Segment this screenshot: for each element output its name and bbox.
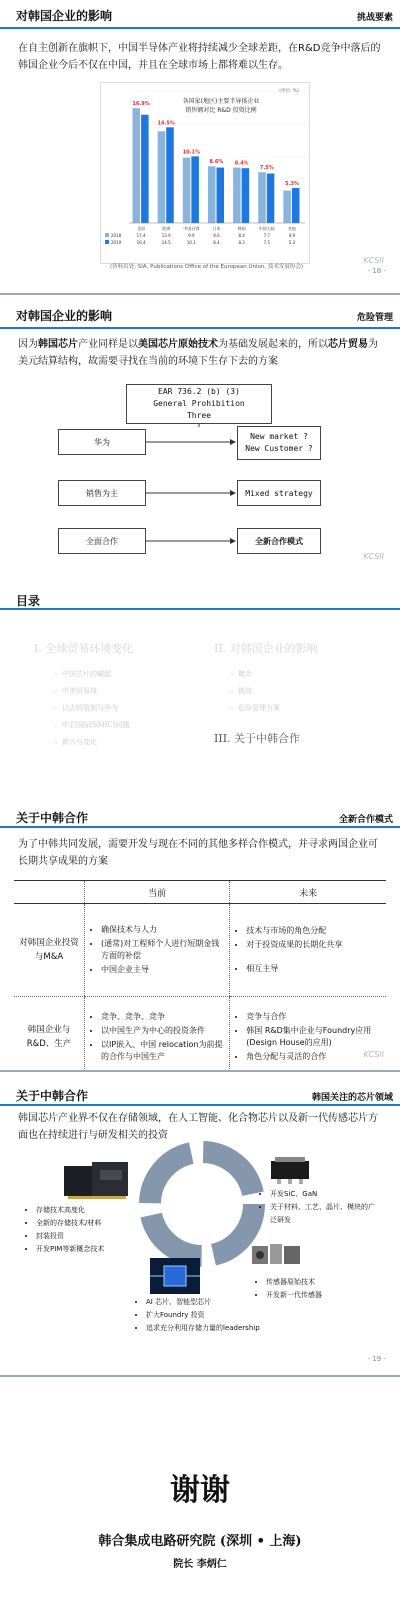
slide-text: 在自主创新在旗帜下，中国半导体产业将持续减少全球差距，在R&D竞争中落后的韩国企业今后不仅在中国，并且在全球市场上都将难以生存。 [18, 43, 381, 71]
chart-data-label: 5.3% [284, 181, 299, 188]
header-rule [0, 826, 400, 828]
ear-rule-box: EAR 736.2 (b) (3) General Prohibition Three [126, 384, 272, 424]
slide-title: 目录 [16, 594, 41, 608]
toc-item: – 概念 [230, 670, 252, 678]
chart-bar [242, 168, 250, 223]
slide-tag: 挑战要素 [356, 13, 393, 23]
slide-text: 为了中韩共同发展，需要开发与现在不同的其他多样合作模式，并寻求两国企业可长期共享成果的方案 [18, 839, 378, 867]
flow-box-new-coop-model: 全新合作模式 [237, 528, 321, 554]
slide-thanks [0, 1385, 400, 1600]
memory-chip-image [62, 1160, 132, 1202]
presenter-name: 院长 李炳仁 [173, 1559, 227, 1570]
toc-item: – 中美贸易战 [54, 687, 97, 695]
chart-table-value: 8.4 [238, 233, 245, 238]
chart-bar [166, 127, 174, 223]
toc-section-3-current: III. 关于中韩合作 [214, 732, 301, 745]
slide-risk-management [0, 300, 400, 590]
organization-name: 韩合集成电路研究院 (深圳 • 上海) [98, 1534, 302, 1549]
chart-legend-swatch [105, 240, 109, 244]
chart-data-label: 14.5% [157, 120, 175, 127]
chart-bar [292, 188, 300, 223]
memory-focus-list: • 存储技术高度化 • 全新的存储技术/材料 • 封装投资 • 开发PIM等新概念技术 [26, 1204, 104, 1256]
slide-header [0, 0, 400, 26]
cell-list: • 技术与市场的角色分配 • 对于投资成果的长期化共享 • 相互主导 [234, 925, 382, 975]
chart-table-value: 8.3 [238, 240, 245, 245]
watermark-logo: KCSII [363, 256, 384, 265]
flow-box-mixed-strategy: Mixed strategy [237, 480, 321, 506]
slide-tag: 全新合作模式 [338, 815, 393, 825]
slide-divider [0, 1375, 400, 1377]
chart-category-label: 欧洲 [162, 226, 171, 231]
chart-table-value: 4.9 [288, 233, 296, 238]
cell-list: • 竞争、竞争、竞争 • 以中国生产为中心的投资条件 • 以IP嵌入、中国 relocation为前提的合作与中国生产 [89, 1011, 225, 1063]
chart-table-value: 8.6 [213, 233, 220, 238]
slide-title: 对韩国企业的影响 [16, 9, 113, 23]
chart-bar [233, 168, 241, 223]
slide-header [0, 1080, 400, 1106]
chart-table-value: 13.9 [161, 233, 171, 238]
ai-chip-focus-list: • AI 芯片、智能型芯片 • 扩大Foundry 投资 • 追求充分利用存储力量的leadership [136, 1296, 260, 1335]
row-label: 对韩国企业投资与M&A [14, 904, 85, 997]
watermark-logo: KCSII [363, 552, 384, 561]
chart-data-label: 7.5% [259, 165, 274, 172]
table-row [14, 904, 386, 997]
chart-bar [141, 115, 149, 223]
chart-bar [158, 131, 166, 223]
toc-section-1: I. 全球贸易环境变化 [34, 642, 134, 655]
slide-new-cooperation-model [0, 802, 400, 1070]
chart-bar [216, 168, 224, 223]
page-number: - 19 - [367, 1355, 386, 1363]
chart-source: (资料出处: SIA, Publications Office of the European Union, 技术发展协会) [110, 264, 304, 270]
toc-item: – 挑战 [230, 687, 252, 695]
chart-table-value: 9.9 [188, 233, 195, 238]
toc-section-2-items [230, 666, 280, 717]
chart-data-label: 8.4% [234, 160, 249, 167]
cell-list: • 确保技术与人力 • (通常)对工程师个人进行短期金钱方面的补偿 • 中国企业主导 [89, 924, 225, 976]
cell-list: • 竞争与合作 • 韩国 R&D集中企业与Foundry应用(Design House的应用) • 角色分配与灵活的合作 [234, 1011, 382, 1063]
slide-header [0, 802, 400, 828]
slide-text: 韩国芯片产业界不仅在存储领域，在人工智能、化合物芯片以及新一代传感芯片方面也在持续进行与研发相关的投资 [18, 1113, 378, 1141]
thanks-heading: 谢谢 [170, 1473, 230, 1508]
chart-legend-label: 2019 [111, 240, 122, 245]
rd-bar-chart [100, 82, 310, 264]
slide-tag: 韩国关注的芯片领域 [311, 1093, 393, 1103]
chart-table-value: 5.3 [288, 240, 296, 245]
chart-bar [133, 108, 141, 223]
toc-item: – 中国芯片的崛起 [54, 670, 111, 678]
slide-rd-investment [0, 0, 400, 293]
header-rule [0, 1104, 400, 1106]
sensor-image [250, 1240, 302, 1268]
table-row [14, 997, 386, 1071]
chart-table-value: 14.5 [161, 240, 171, 245]
chart-bar [208, 166, 216, 223]
chart-data-label: 10.1% [182, 149, 201, 156]
chart-category-label: 美国 [137, 226, 146, 231]
row-label: 韩国企业与R&D、生产 [14, 997, 85, 1071]
chart-bar [267, 174, 275, 224]
chart-category-label: 日本 [212, 226, 221, 231]
chart-table-value: 17.4 [136, 233, 146, 238]
col-header-future: 未来 [230, 881, 386, 904]
chart-data-label: 8.6% [209, 159, 224, 166]
flow-box-full-coop: 全面合作 [58, 528, 146, 554]
chart-data-label: 16.9% [132, 101, 150, 108]
watermark-logo: KCSII [363, 1050, 384, 1059]
slide-title: 关于中韩合作 [16, 1089, 89, 1103]
comparison-table [14, 880, 386, 1070]
flow-box-sales: 销售为主 [58, 480, 146, 506]
toc-item: – 新兴与变化 [54, 738, 97, 746]
chart-title-line2: 销售额对比 R&D 投资比例 [185, 107, 257, 114]
toc-section-1-items [54, 666, 130, 751]
chart-legend-label: 2018 [111, 233, 122, 238]
ai-chip-image [150, 1258, 200, 1294]
chart-bar [258, 172, 266, 223]
chart-bar [183, 158, 191, 223]
chart-category-label: 韩国 [237, 226, 246, 231]
page-number: - 18 - [367, 267, 386, 275]
chart-bar [283, 191, 291, 223]
chart-table-value: 7.5 [263, 240, 270, 245]
toc-item: – 以去的管制与华为 [54, 704, 118, 712]
chart-table-value: 8.4 [213, 240, 220, 245]
chart-title-line1: 各国家(地区)主要半导体企业 [182, 98, 260, 105]
chart-category-label: 中国台湾 [183, 226, 200, 231]
col-header-now: 当前 [85, 881, 230, 904]
sensor-focus-list: • 传感器原始技术 • 开发新一代传感器 [256, 1276, 322, 1302]
slide-text: 因为韩国芯片产业同样是以美国芯片原始技术为基础发展起来的，所以芯片贸易为美元结算结构，故需要寻找在当前的环境下生存下去的方案 [18, 339, 378, 367]
flow-box-huawei: 华为 [58, 429, 146, 455]
slide-table-of-contents [0, 590, 400, 795]
chart-category-label: 中国大陆 [258, 226, 275, 231]
chart-category-label: 其他 [287, 226, 296, 231]
header-rule [0, 27, 400, 29]
chart-table-value: 10.1 [186, 240, 196, 245]
slide-korea-chip-focus [0, 1080, 400, 1385]
chart-table-value: 7.7 [263, 233, 270, 238]
chart-bar [191, 156, 199, 223]
slide-header [0, 590, 400, 616]
chart-svg [101, 83, 309, 263]
slide-title: 对韩国企业的影响 [16, 309, 113, 323]
slide-divider [0, 1070, 400, 1072]
power-chip-image [265, 1155, 315, 1185]
power-semiconductor-list: • 开发SiC、GaN • 关于材料、工艺、晶片、模块的广泛研发 [260, 1188, 378, 1227]
toc-item: – 中芯国际(SMIC)问题 [54, 721, 130, 729]
header-rule [0, 608, 400, 610]
toc-section-2: II. 对韩国企业的影响 [214, 642, 318, 655]
chart-table-value: 16.4 [136, 240, 146, 245]
slide-tag: 危险管理 [356, 313, 393, 323]
slide-divider [0, 293, 400, 295]
chart-unit: (单位: %) [279, 89, 299, 94]
chart-legend-swatch [105, 233, 109, 237]
slide-title: 关于中韩合作 [16, 811, 89, 825]
flow-box-new-market: New market ? New Customer ? [237, 426, 321, 460]
toc-item: – 危险管理方案 [230, 704, 280, 712]
